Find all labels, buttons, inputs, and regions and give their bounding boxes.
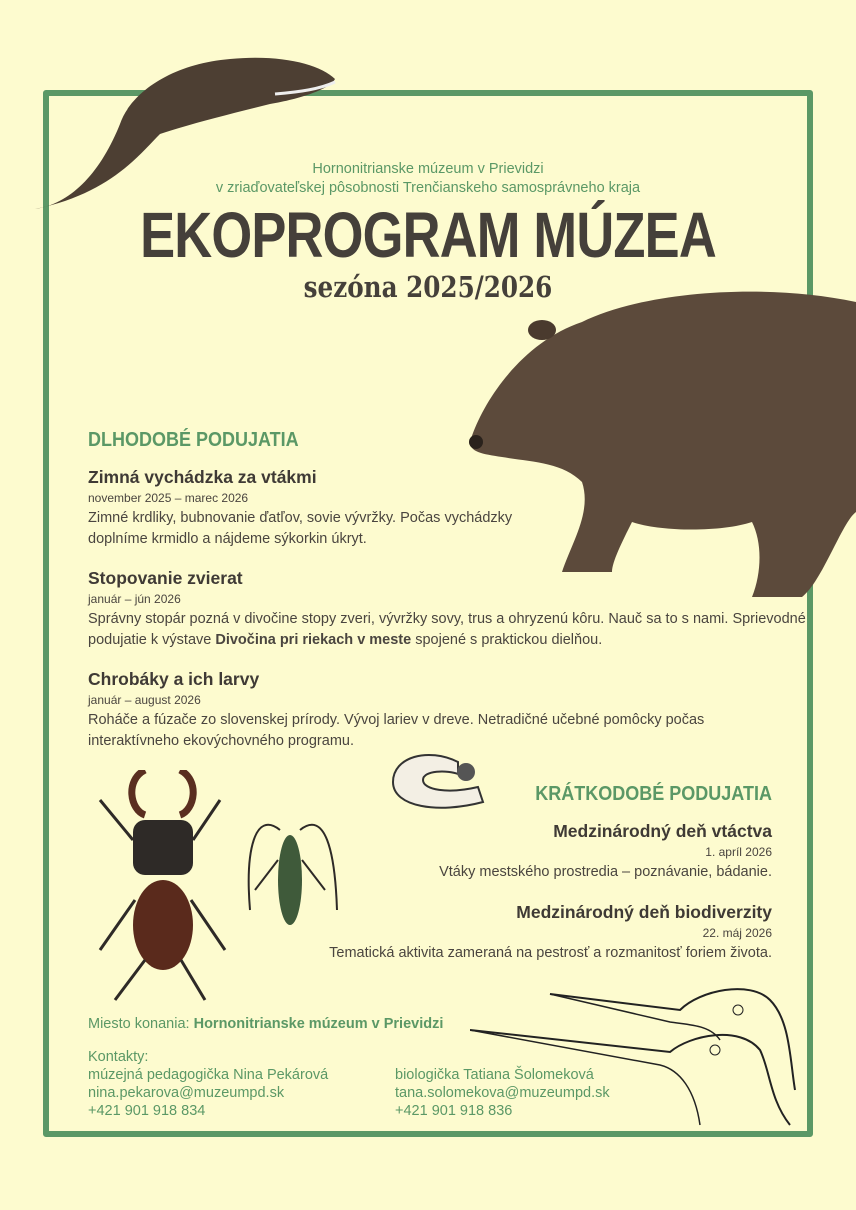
event-date: január – august 2026 bbox=[88, 693, 201, 707]
event-title: Chrobáky a ich larvy bbox=[88, 669, 260, 689]
event-description: Vtáky mestského prostredia – poznávanie, bádanie. bbox=[439, 864, 772, 880]
event-beetles bbox=[88, 669, 768, 752]
text: spojené s praktickou dielňou. bbox=[411, 632, 603, 648]
venue-label: Miesto konania: bbox=[88, 1016, 194, 1032]
beetles-illustration bbox=[85, 770, 355, 1005]
season-subtitle: sezóna 2025/2026 bbox=[303, 270, 553, 304]
contact-phone[interactable]: +421 901 918 834 bbox=[88, 1103, 206, 1119]
event-biodiversity-day bbox=[252, 902, 772, 964]
contact-role: múzejná pedagogička Nina Pekárová bbox=[88, 1067, 329, 1083]
event-title: Medzinárodný deň biodiverzity bbox=[516, 902, 772, 922]
event-title: Medzinárodný deň vtáctva bbox=[553, 821, 772, 841]
event-date: 1. apríl 2026 bbox=[705, 845, 772, 859]
contact-email[interactable]: tana.solomekova@muzeumpd.sk bbox=[395, 1085, 610, 1101]
event-date: 22. máj 2026 bbox=[702, 926, 772, 940]
event-title: Stopovanie zvierat bbox=[88, 568, 243, 588]
event-date: november 2025 – marec 2026 bbox=[88, 491, 249, 505]
text: Správny stopár pozná v divočine stopy zveri, vývržky sovy, trus a ohryzenú kôru. Nauč sa to s nami. Sprievodné podujatie k výstave bbox=[88, 611, 806, 648]
event-title: Zimná vychádzka za vtákmi bbox=[88, 467, 317, 487]
venue bbox=[88, 1015, 443, 1033]
contact-email[interactable]: nina.pekarova@muzeumpd.sk bbox=[88, 1085, 285, 1101]
contact-role: biologička Tatiana Šolomeková bbox=[395, 1067, 594, 1083]
venue-name: Hornonitrianske múzeum v Prievidzi bbox=[193, 1016, 444, 1032]
contacts-label: Kontakty: bbox=[88, 1049, 149, 1065]
event-description: Tematická aktivita zameraná na pestrosť a rozmanitosť foriem života. bbox=[329, 945, 772, 961]
contact-person-1 bbox=[88, 1066, 328, 1120]
contact-phone[interactable]: +421 901 918 836 bbox=[395, 1103, 513, 1119]
event-description bbox=[88, 609, 808, 651]
long-term-heading: DLHODOBÉ PODUJATIA bbox=[88, 429, 299, 451]
event-description: Roháče a fúzače zo slovenskej prírody. Vývoj lariev v dreve. Netradičné učebné pomôcky počas interaktívneho ekovýchovného programu. bbox=[88, 712, 705, 749]
event-bird-day bbox=[272, 821, 772, 883]
bear-illustration bbox=[462, 282, 856, 607]
institution-name: Hornonitrianske múzeum v Prievidzi bbox=[312, 161, 544, 177]
larva-illustration bbox=[388, 752, 488, 814]
exhibition-name: Divočina pri riekach v meste bbox=[215, 632, 412, 648]
page-title: EKOPROGRAM MÚZEA bbox=[140, 199, 716, 271]
founder-line: v zriaďovateľskej pôsobnosti Trenčianskeho samosprávneho kraja bbox=[215, 180, 641, 196]
contact-person-2 bbox=[395, 1066, 610, 1120]
event-tracking bbox=[88, 568, 808, 651]
event-winter-walk bbox=[88, 467, 568, 550]
event-description: Zimné krdliky, bubnovanie ďatľov, sovie vývržky. Počas vychádzky doplníme krmidlo a nájdeme sýkorkin úkryt. bbox=[88, 510, 513, 547]
short-term-heading: KRÁTKODOBÉ PODUJATIA bbox=[535, 783, 772, 805]
event-date: január – jún 2026 bbox=[88, 592, 181, 606]
